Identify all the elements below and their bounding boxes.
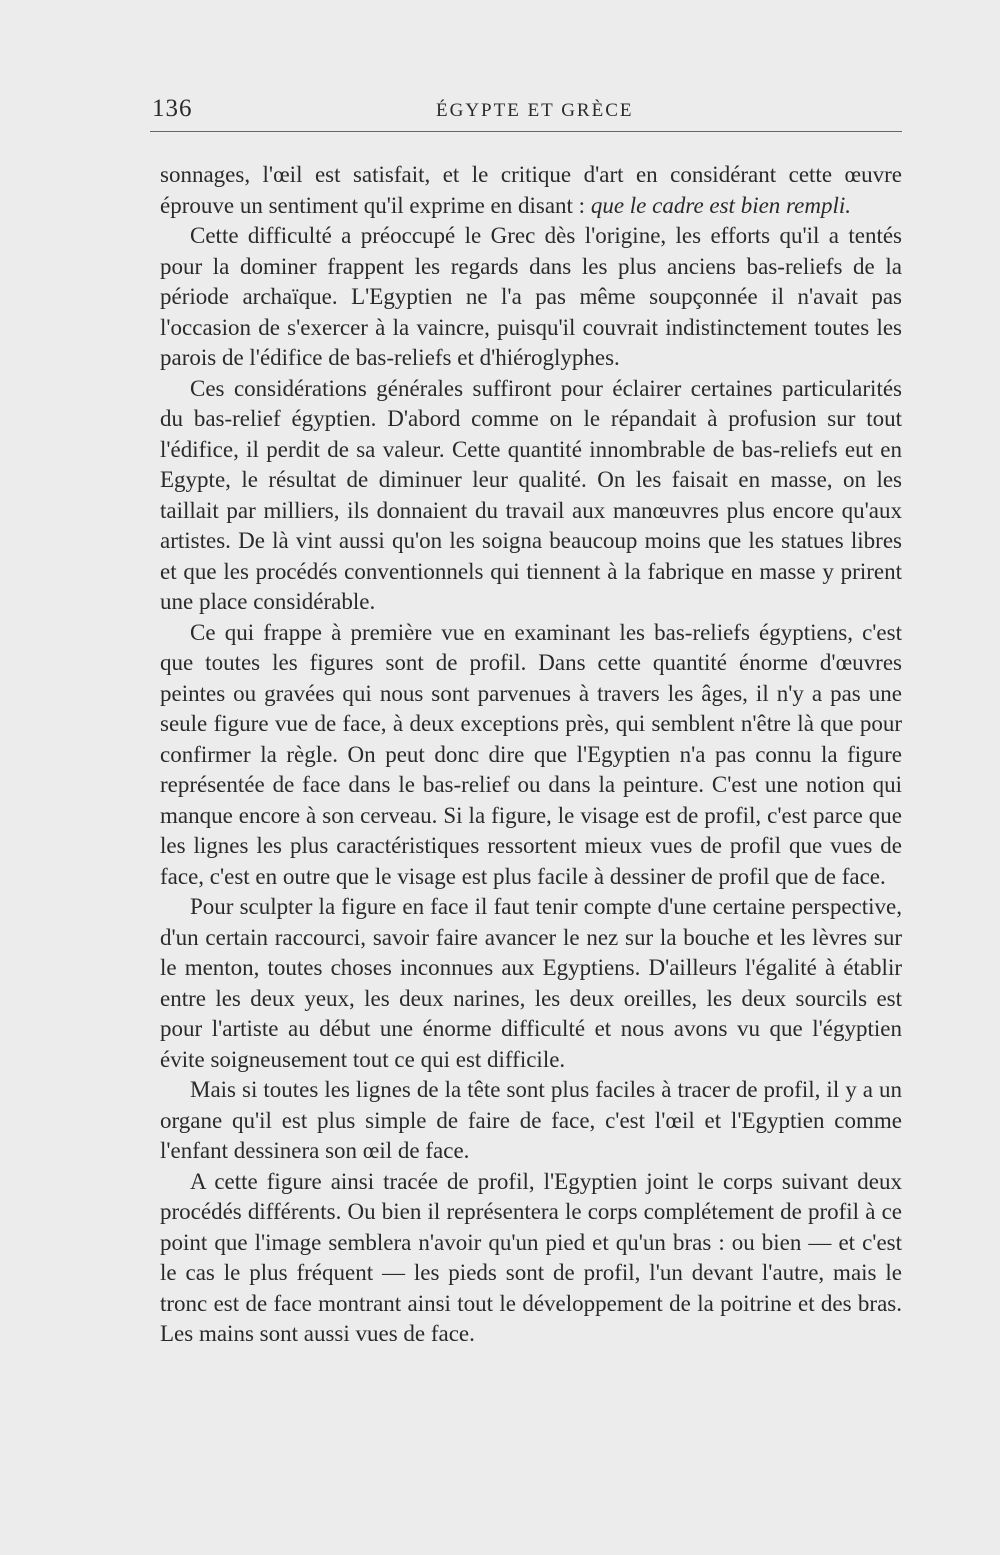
paragraph: Ce qui frappe à première vue en examinant les bas-reliefs égyptiens, c'est que toutes les figures sont de profil. Dans cette quantité énorme d'œuvres peintes ou gravées qui nous sont parvenues à travers les âges, il n'y a pas une seule figure vue de face, à deux exceptions près, qui semblent n'être là que pour confirmer la règle. On peut donc dire que l'Egyptien n'a pas connu la figure représentée de face dans le bas-relief ou dans la peinture. C'est une notion qui manque encore à son cerveau. Si la figure, le visage est de profil, c'est parce que les lignes les plus caractéristiques ressortent mieux vues de profil que vues de face, c'est en outre que le visage est plus facile à dessiner de profil que de face. bbox=[160, 619, 902, 889]
page-number: 136 bbox=[152, 95, 193, 122]
header-rule bbox=[150, 131, 902, 132]
paragraph-continued bbox=[160, 160, 902, 221]
body-text bbox=[160, 160, 902, 1350]
page-header bbox=[150, 92, 902, 136]
paragraph: Mais si toutes les lignes de la tête sont plus faciles à tracer de profil, il y a un organe qu'il est plus simple de faire de face, c'est l'œil et l'Egyptien comme l'enfant dessinera son œil de face. bbox=[160, 1077, 902, 1163]
paragraph: A cette figure ainsi tracée de profil, l'Egyptien joint le corps suivant deux procédés différents. Ou bien il représentera le corps complétement de profil à ce point que l'image semblera n'avoir qu'un pied et qu'un bras : ou bien — et c'est le cas le plus fréquent — les pieds sont de profil, l'un devant l'autre, mais le tronc est de face montrant ainsi tout le développement de la poitrine et des bras. Les mains sont aussi vues de face. bbox=[160, 1168, 902, 1346]
running-title: ÉGYPTE ET GRÈCE bbox=[436, 100, 634, 121]
paragraph: Cette difficulté a préoccupé le Grec dès l'origine, les efforts qu'il a tentés pour la dominer frappent les regards dans les plus anciens bas-reliefs de la période archaïque. L'Egyptien ne l'a pas même soupçonnée il n'avait pas l'occasion de s'exercer à la vaincre, puisqu'il couvrait indistinctement toutes les parois de l'édifice de bas-reliefs et d'hiéroglyphes. bbox=[160, 223, 902, 370]
paragraph: Ces considérations générales suffiront pour éclairer certaines particularités du bas-relief égyptien. D'abord comme on le répandait à profusion sur tout l'édifice, il perdit de sa valeur. Cette quantité innombrable de bas-reliefs eut en Egypte, le résultat de diminuer leur qualité. On les faisait en masse, on les taillait par milliers, ils donnaient du travail aux manœuvres plus encore qu'aux artistes. De là vint aussi qu'on les soigna beaucoup moins que les statues libres et que les procédés conventionnels qui tiennent à la fabrique en masse y prirent une place considérable. bbox=[160, 375, 902, 614]
paragraph: Pour sculpter la figure en face il faut tenir compte d'une certaine perspective, d'un certain raccourci, savoir faire avancer le nez sur la bouche et les lèvres sur le menton, toutes choses inconnues aux Egyptiens. D'ailleurs l'égalité à établir entre les deux yeux, les deux narines, les deux oreilles, les deux sourcils est pour l'artiste au début une énorme difficulté et nous avons vu que l'égyptien évite soigneusement tout ce qui est difficile. bbox=[160, 894, 902, 1072]
paragraph-text: sonnages, l'œil est satisfait, et le critique d'art en considérant cette œuvre éprouve un sentiment qu'il exprime en disant : bbox=[160, 162, 902, 218]
italic-quote: que le cadre est bien rempli. bbox=[590, 192, 851, 218]
